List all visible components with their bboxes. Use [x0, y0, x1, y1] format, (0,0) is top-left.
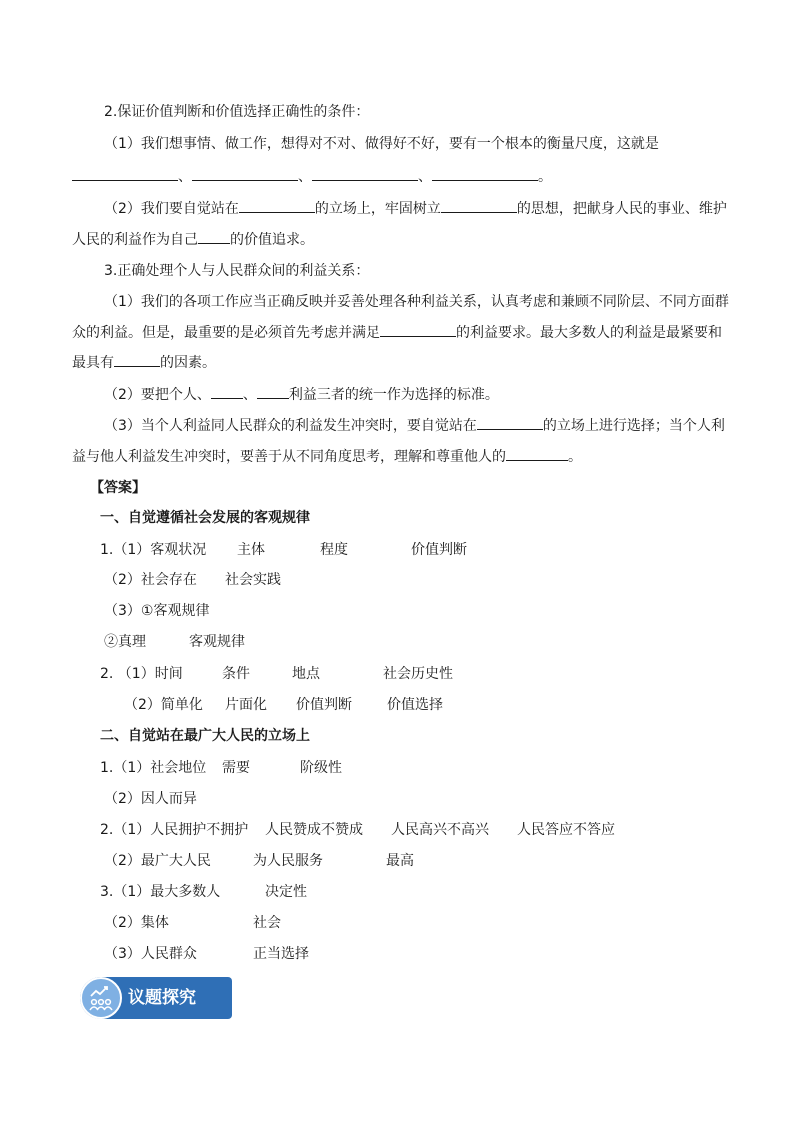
q3-p1-line2: 众的利益。但是，最重要的是必须首先考虑并满足 的利益要求。最大多数人的利益是最紧要和 — [72, 322, 722, 343]
q2-p1-line1: （1）我们想事情、做工作，想得对不对、做得好不好，要有一个根本的衡量尺度，这就是 — [104, 136, 659, 152]
answer-blank[interactable] — [114, 352, 160, 367]
answer-blank[interactable] — [441, 198, 517, 213]
q3-p1-line1: （1）我们的各项工作应当正确反映并妥善处理各种利益关系，认真考虑和兼顾不同阶层、不同方面群 — [104, 294, 729, 310]
q2-p2-line1: （2）我们要自觉站在 的立场上，牢固树立 的思想，把献身人民的事业、维护 — [104, 198, 727, 219]
q2-p2-line2: 人民的利益作为自己 的价值追求。 — [72, 229, 314, 250]
answer-blank[interactable] — [380, 322, 456, 337]
q2-p1-line2: 、 、 、 。 — [72, 166, 552, 187]
answer-blank[interactable] — [432, 166, 538, 181]
answer-blank[interactable] — [192, 166, 298, 181]
section-2-heading: 二、自觉站在最广大人民的立场上 — [100, 728, 310, 744]
answer-blank[interactable] — [211, 384, 243, 399]
answer-blank[interactable] — [506, 446, 568, 461]
answer-blank[interactable] — [257, 384, 289, 399]
answer-blank[interactable] — [239, 198, 315, 213]
q3-title: 3.正确处理个人与人民群众间的利益关系： — [104, 263, 370, 279]
answer-blank[interactable] — [477, 415, 543, 430]
answer-blank[interactable] — [198, 229, 230, 244]
q3-p3-line2: 益与他人利益发生冲突时，要善于从不同角度思考，理解和尊重他人的 。 — [72, 446, 582, 467]
q3-p2: （2）要把个人、 、 利益三者的统一作为选择的标准。 — [104, 384, 499, 405]
q3-p3-line1: （3）当个人利益同人民群众的利益发生冲突时，要自觉站在 的立场上进行选择；当个人利 — [104, 415, 725, 436]
answer-blank[interactable] — [312, 166, 418, 181]
section-banner-title: 议题探究 — [128, 988, 196, 1008]
q3-p1-line3: 最具有 的因素。 — [72, 352, 216, 373]
section-1-heading: 一、自觉遵循社会发展的客观规律 — [100, 510, 310, 526]
people-chart-icon — [80, 977, 122, 1019]
answers-heading: 【答案】 — [90, 480, 146, 496]
q2-title: 2.保证价值判断和价值选择正确性的条件： — [104, 104, 370, 120]
answer-blank[interactable] — [72, 166, 178, 181]
